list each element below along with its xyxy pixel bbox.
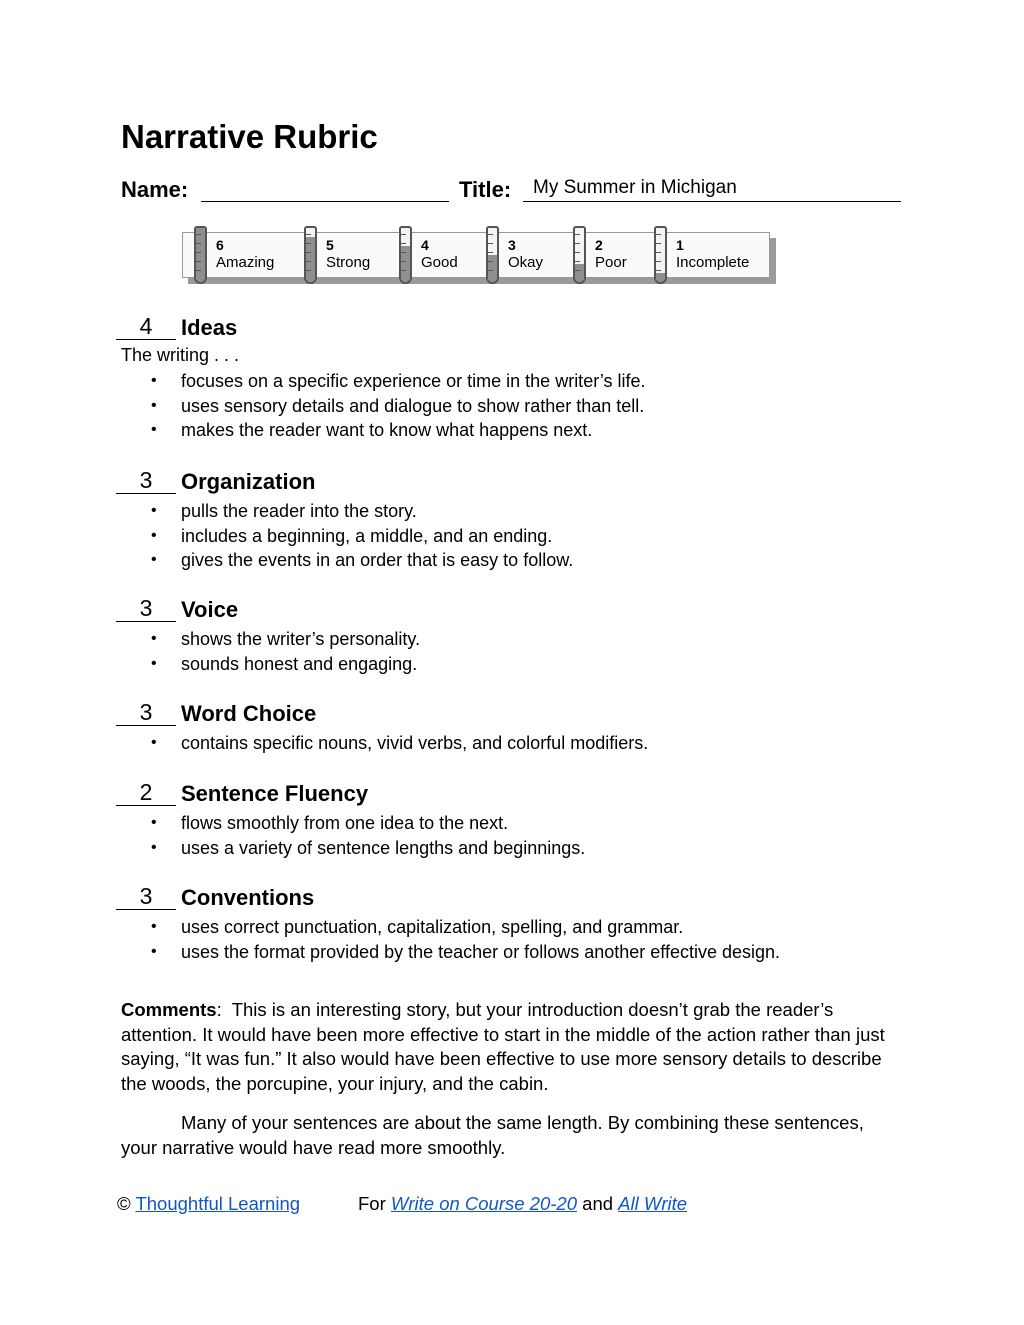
scale-level-label: Incomplete [676,254,750,271]
copyright-symbol: © [117,1193,131,1214]
list-item [0,548,573,573]
criterion-heading: Voice [181,597,239,622]
scale-level [676,237,749,271]
publisher-link[interactable]: Thoughtful Learning [135,1193,301,1214]
title-value: My Summer in Michigan [533,177,737,198]
scale-level [216,237,274,271]
scale-level-number: 5 [326,237,334,253]
scale-level [421,237,458,271]
bullet-text: uses the format provided by the teacher or follows another effective design. [181,941,781,962]
bullet-icon: • [151,814,157,831]
criterion-bullets [0,369,646,443]
bullet-text: flows smoothly from one idea to the next. [181,813,509,833]
bullet-icon: • [151,654,157,672]
comments-paragraph: Comments: This is an interesting story, but your introduction doesn’t grab the reader’s attention. It would have been more effective to start in the middle of the action rather than just saying, “It was fun.” It also would have been effective to use more sensory details to describe the woods, the porcupine, your injury, and the cabin. [121,999,885,1095]
criterion-bullets [0,811,585,860]
list-item [0,811,585,836]
scale-level-label: Poor [595,254,627,271]
bullet-text: makes the reader want to know what happens next. [181,420,593,441]
bullet-text: gives the events in an order that is easy to follow. [181,550,574,571]
rating-scale [182,226,782,290]
scale-tube-icon [654,226,667,284]
scale-tube-icon [486,226,499,284]
score-field[interactable]: 3 [116,699,176,726]
name-field[interactable] [201,201,449,202]
bullet-text: uses correct punctuation, capitalization, spelling, and grammar. [181,917,684,937]
scale-level-label: Good [421,254,458,271]
list-item [0,731,648,756]
scale-level-number: 6 [216,237,224,253]
bullet-icon: • [151,918,157,935]
list-item [0,499,573,524]
scale-level [326,237,370,271]
comments-text: This is an interesting story, but your introduction doesn’t grab the reader’s attention. It would have been more effective to start in the middle of the action rather than just saying, “It was fun.” It also would have been effective to use more sensory details to describe the woods, the porcupine, your injury, and the cabin. [121,999,885,1095]
list-item [0,940,780,965]
bullet-icon: • [151,396,157,414]
criterion-heading: Organization [181,469,316,494]
list-item [0,369,646,394]
bullet-icon: • [151,502,157,519]
bullet-text: uses a variety of sentence lengths and beginnings. [181,837,586,858]
criterion-heading: Conventions [181,885,315,910]
book-credits [358,1193,687,1215]
book2-link[interactable]: All Write [618,1193,688,1214]
bullet-text: pulls the reader into the story. [181,501,417,521]
bullet-icon: • [151,630,157,647]
scale-level-label: Strong [326,254,371,271]
bullet-text: sounds honest and engaging. [181,653,418,674]
name-label: Name: [121,177,189,202]
bullet-text: uses sensory details and dialogue to show rather than tell. [181,395,645,416]
score-field[interactable]: 3 [116,467,176,494]
criterion-bullets [0,627,420,676]
scale-level-number: 1 [676,237,684,253]
score-field[interactable]: 3 [116,883,176,910]
copyright [117,1193,300,1215]
list-item [0,524,573,549]
scale-level [595,237,627,271]
bullet-icon: • [151,551,157,569]
page-title: Narrative Rubric [121,118,378,155]
bullet-text: includes a beginning, a middle, and an ending. [181,525,553,546]
scale-tube-icon [194,226,207,284]
scale-level [508,237,543,271]
criterion-heading: Sentence Fluency [181,781,369,806]
list-item [0,836,585,861]
scale-level-number: 3 [508,237,516,253]
criterion-heading: Word Choice [181,701,317,726]
title-label: Title: [459,177,512,202]
scale-level-label: Amazing [216,254,275,271]
criterion-intro: The writing . . . [121,345,240,365]
criterion-bullets [0,499,573,573]
bullet-icon: • [151,838,157,856]
bullet-icon: • [151,734,157,751]
bullet-icon: • [151,372,157,389]
bullet-icon: • [151,526,157,544]
bullet-icon: • [151,421,157,439]
criterion-bullets [0,731,648,756]
score-field[interactable]: 2 [116,779,176,806]
title-field[interactable] [523,201,901,202]
scale-tube-icon [304,226,317,284]
bullet-text: focuses on a specific experience or time in the writer’s life. [181,371,646,391]
list-item [0,652,420,677]
comments-paragraph-2: Many of your sentences are about the same length. By combining these sentences, your narrative would have read more smoothly. [121,1112,864,1158]
and-text: and [582,1193,614,1214]
scale-level-label: Okay [508,254,544,271]
score-field[interactable]: 4 [116,313,176,340]
comments-label: Comments [121,999,217,1020]
bullet-text: contains specific nouns, vivid verbs, and colorful modifiers. [181,733,649,753]
list-item [0,627,420,652]
criterion-heading: Ideas [181,315,238,340]
scale-level-number: 2 [595,237,603,253]
bullet-text: shows the writer’s personality. [181,629,421,649]
for-text: For [358,1193,386,1214]
list-item [0,915,780,940]
book1-link[interactable]: Write on Course 20-20 [390,1193,578,1214]
scale-tube-icon [399,226,412,284]
scale-tube-icon [573,226,586,284]
criterion-bullets [0,915,780,964]
bullet-icon: • [151,942,157,960]
scale-level-number: 4 [421,237,429,253]
list-item [0,394,646,419]
score-field[interactable]: 3 [116,595,176,622]
list-item [0,418,646,443]
